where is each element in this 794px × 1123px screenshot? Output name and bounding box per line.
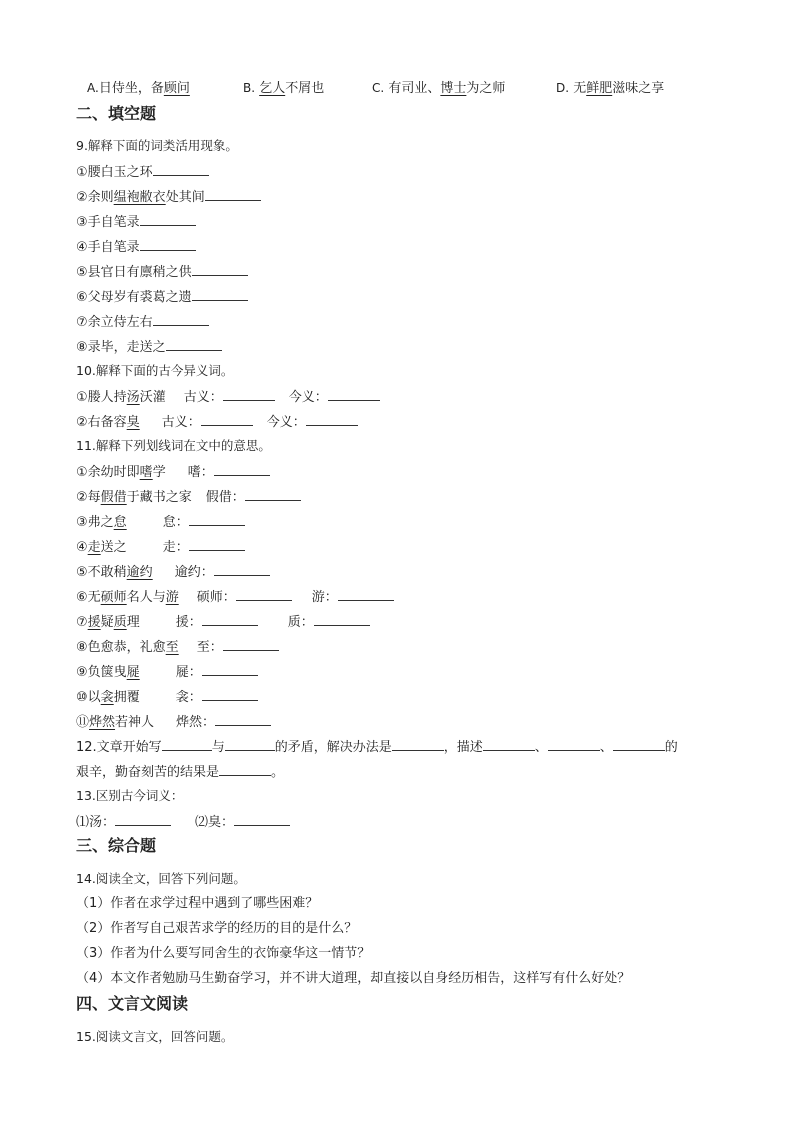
answer-blank[interactable] (192, 286, 248, 301)
underlined-word: 硕师 (100, 590, 127, 605)
question-12-line-1: 12.文章开始写 与 的矛盾，解决办法是 ，描述 、 、 的 (76, 736, 678, 758)
answer-blank[interactable] (548, 736, 600, 751)
option-c: C. 有司业、博士为之师 (372, 81, 506, 96)
question-10-title: 10.解释下面的古今异义词。 (76, 363, 234, 378)
q11-item-4: ④走送之 走： (76, 536, 245, 558)
answer-blank[interactable] (223, 636, 279, 651)
answer-blank[interactable] (245, 486, 301, 501)
question-15-title: 15.阅读文言文，回答问题。 (76, 1029, 234, 1044)
answer-blank[interactable] (483, 736, 535, 751)
answer-blank[interactable] (189, 536, 245, 551)
q9-item-5: ⑤县官日有廪稍之供 (76, 261, 248, 283)
underlined-word: 乞人 (259, 81, 286, 96)
q11-item-5: ⑤不敢稍逾约 逾约： (76, 561, 270, 583)
q9-item-8: ⑧录毕，走送之 (76, 336, 222, 358)
underlined-word: 鲜肥 (586, 81, 613, 96)
q11-item-10: ⑩以衾拥覆 衾： (76, 686, 258, 708)
section-heading: 三、综合题 (76, 836, 157, 855)
question-11-title: 11.解释下列划线词在文中的意思。 (76, 438, 271, 453)
answer-blank[interactable] (205, 186, 261, 201)
answer-blank[interactable] (162, 736, 212, 751)
answer-blank[interactable] (192, 261, 248, 276)
answer-blank[interactable] (202, 611, 258, 626)
q9-item-7: ⑦余立侍左右 (76, 311, 209, 333)
options-row (0, 78, 794, 100)
answer-blank[interactable] (234, 811, 290, 826)
q11-item-3: ③弗之怠 怠： (76, 511, 245, 533)
underlined-word: 走 (87, 540, 101, 555)
underlined-word: 援 (87, 615, 101, 630)
underlined-word: 顾问 (163, 81, 190, 96)
answer-blank[interactable] (219, 761, 271, 776)
q11-item-1: ①余幼时即嗜学 嗜： (76, 461, 270, 483)
answer-blank[interactable] (392, 736, 444, 751)
answer-blank[interactable] (115, 811, 171, 826)
q9-item-2: ②余则缊袍敝衣处其间 (76, 186, 261, 208)
underlined-word: 逾约 (126, 565, 153, 580)
answer-blank[interactable] (153, 161, 209, 176)
q9-item-4: ④手自笔录 (76, 236, 196, 258)
q10-item-2: ②右备容臭 古义： 今义： (76, 411, 358, 433)
option-key: A. (87, 81, 99, 95)
underlined-word: 质 (113, 615, 127, 630)
section-heading: 四、文言文阅读 (76, 994, 189, 1013)
question-13-title: 13.区别古今词义： (76, 788, 184, 803)
underlined-word: 汤 (126, 390, 140, 405)
underlined-word: 缊袍敝衣 (113, 190, 166, 205)
option-b: B. 乞人不屑也 (243, 81, 325, 96)
question-12-line-2: 艰辛，勤奋刻苦的结果是 。 (76, 761, 284, 783)
underlined-word: 臭 (126, 415, 140, 430)
q11-item-6: ⑥无硕师名人与游 硕师： 游： (76, 586, 394, 608)
section-heading: 二、填空题 (76, 104, 157, 123)
answer-blank[interactable] (306, 411, 358, 426)
q9-item-6: ⑥父母岁有裘葛之遗 (76, 286, 248, 308)
underlined-word: 游 (165, 590, 179, 605)
question-14-title: 14.阅读全文，回答下列问题。 (76, 871, 246, 886)
answer-blank[interactable] (202, 661, 258, 676)
underlined-word: 博士 (440, 81, 467, 96)
underlined-word: 屣 (126, 665, 140, 680)
q11-item-8: ⑧色愈恭，礼愈至 至： (76, 636, 279, 658)
answer-blank[interactable] (215, 711, 271, 726)
answer-blank[interactable] (225, 736, 275, 751)
answer-blank[interactable] (201, 411, 253, 426)
answer-blank[interactable] (189, 511, 245, 526)
answer-blank[interactable] (214, 561, 270, 576)
q9-item-3: ③手自笔录 (76, 211, 196, 233)
answer-blank[interactable] (153, 311, 209, 326)
option-key: C. (372, 81, 385, 95)
q14-sub-3: （3）作者为什么要写同舍生的衣饰豪华这一情节？ (76, 946, 371, 961)
q9-item-1: ①腰白玉之环 (76, 161, 209, 183)
question-9-title: 9.解释下面的词类活用现象。 (76, 138, 238, 153)
underlined-word: 怠 (113, 515, 127, 530)
answer-blank[interactable] (202, 686, 258, 701)
answer-blank[interactable] (338, 586, 394, 601)
q14-sub-4: （4）本文作者勉励马生勤奋学习，并不讲大道理，却直接以自身经历相告，这样写有什么好处？ (76, 971, 631, 986)
answer-blank[interactable] (314, 611, 370, 626)
answer-blank[interactable] (166, 336, 222, 351)
answer-blank[interactable] (223, 386, 275, 401)
underlined-word: 烨然 (89, 715, 116, 730)
underlined-word: 假借 (100, 490, 127, 505)
option-key: D. (556, 81, 570, 95)
q11-item-9: ⑨负箧曳屣 屣： (76, 661, 258, 683)
q11-item-7: ⑦援疑质理 援： 质： (76, 611, 370, 633)
underlined-word: 至 (165, 640, 179, 655)
q11-item-2: ②每假借于藏书之家 假借： (76, 486, 301, 508)
answer-blank[interactable] (140, 236, 196, 251)
option-key: B. (243, 81, 256, 95)
q14-sub-2: （2）作者写自己艰苦求学的经历的目的是什么？ (76, 921, 358, 936)
underlined-word: 嗜 (139, 465, 153, 480)
q13-items: ⑴汤： ⑵臭： (76, 811, 290, 833)
q10-item-1: ①媵人持汤沃灌 古义： 今义： (76, 386, 380, 408)
answer-blank[interactable] (236, 586, 292, 601)
q14-sub-1: （1）作者在求学过程中遇到了哪些困难？ (76, 896, 319, 911)
answer-blank[interactable] (140, 211, 196, 226)
underlined-word: 衾 (100, 690, 114, 705)
answer-blank[interactable] (214, 461, 270, 476)
answer-blank[interactable] (328, 386, 380, 401)
answer-blank[interactable] (613, 736, 665, 751)
option-a: A.日侍坐，备顾问 (87, 81, 190, 96)
option-d: D. 无鲜肥滋味之享 (556, 81, 665, 96)
q11-item-11: ⑪烨然若神人 烨然： (76, 711, 271, 733)
